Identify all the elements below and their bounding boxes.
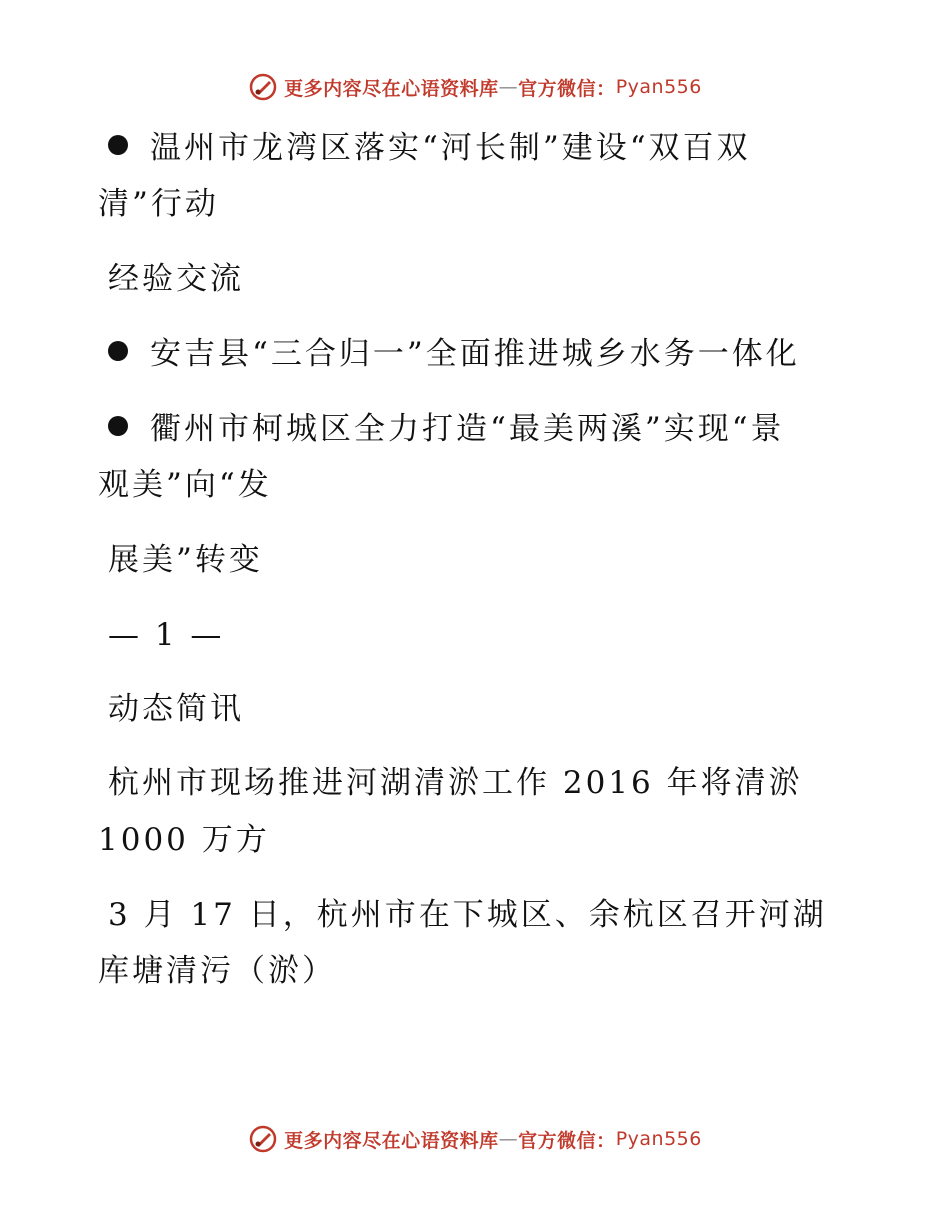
- bullet-item-1: [108, 128, 751, 168]
- bullet-dot-icon: [108, 341, 128, 361]
- quill-seal-icon: [248, 1124, 278, 1154]
- watermark-wechat-id: Pyan556: [615, 76, 702, 98]
- bullet-item-3-continuation: 观美”向“发: [98, 467, 272, 503]
- news-title: 杭州市现场推进河湖清淤工作 2016 年将清淤: [108, 765, 803, 801]
- watermark-wechat-id: Pyan556: [615, 1128, 702, 1150]
- bullet-item-2: [108, 334, 800, 374]
- news-body: 3 月 17 日，杭州市在下城区、余杭区召开河湖: [108, 897, 827, 933]
- news-body-continuation: 库塘清污（淤）: [98, 953, 336, 989]
- section-heading-news: 动态简讯: [108, 691, 244, 727]
- watermark-wechat-label: 官方微信：: [518, 1129, 616, 1152]
- watermark-main-text: 更多内容尽在心语资料库: [284, 1129, 499, 1152]
- watermark-separator: —: [498, 76, 519, 98]
- watermark-main-text: 更多内容尽在心语资料库: [284, 77, 499, 100]
- footer-watermark: [0, 1124, 950, 1154]
- quill-seal-icon: [248, 72, 278, 102]
- watermark-wechat-label: 官方微信：: [518, 77, 616, 100]
- news-title-continuation: 1000 万方: [98, 822, 270, 858]
- section-heading-exchange: 经验交流: [108, 261, 244, 297]
- bullet-item-3-continuation-2: 展美”转变: [108, 542, 263, 578]
- bullet-dot-icon: [108, 416, 128, 436]
- page-number: — 1 —: [108, 617, 225, 653]
- bullet-item-3-text: 衢州市柯城区全力打造“最美两溪”实现“景: [150, 411, 785, 447]
- bullet-item-1-text: 温州市龙湾区落实“河长制”建设“双百双: [150, 130, 751, 166]
- bullet-dot-icon: [108, 135, 128, 155]
- bullet-item-3: [108, 409, 785, 449]
- bullet-item-1-continuation: 清”行动: [98, 186, 219, 222]
- bullet-item-2-text: 安吉县“三合归一”全面推进城乡水务一体化: [150, 336, 800, 372]
- header-watermark: [0, 72, 950, 102]
- watermark-separator: —: [498, 1128, 519, 1150]
